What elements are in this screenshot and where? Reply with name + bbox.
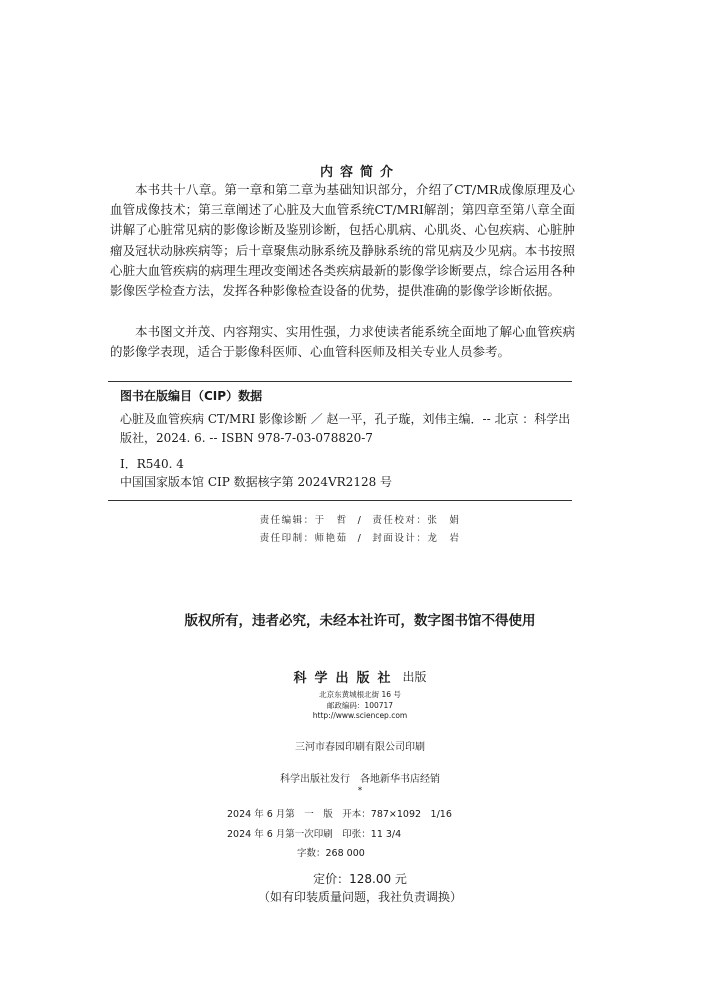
publisher-logo: 科学出版社 <box>293 671 399 686</box>
summary-paragraph-2: 本书图文并茂、内容翔实、实用性强，力求使读者能系统全面地了解心血管疾病的影像学表现，适合于影像科医师、心血管科医师及相关专业人员参考。 <box>110 324 575 360</box>
summary-title: 内容简介 <box>319 165 400 180</box>
cip-bottom-rule <box>108 500 572 501</box>
publisher-suffix: 出版 <box>402 670 427 684</box>
responsible-printing: 责任印制：师艳茹 <box>259 533 348 544</box>
editors-line-2: 责任印制：师艳茹 / 封面设计：龙 岩 <box>259 533 461 544</box>
price: 定价：128.00 元 <box>313 872 407 886</box>
printer: 三河市春园印刷有限公司印刷 <box>295 742 425 753</box>
cip-record-number: 中国国家版本馆 CIP 数据核字第 2024VR2128 号 <box>120 475 393 489</box>
cip-bibliographic-line: 心脏及血管疾病 CT/MRI 影像诊断 ／ 赵一平，孔子璇，刘伟主编．-- 北京 ：科学出版社，2024. 6. -- ISBN 978-7-03-078820-7 <box>120 412 571 445</box>
publisher-url: http://www.sciencep.com <box>312 711 408 720</box>
distribution: 科学出版社发行 各地新华书店经销 <box>280 774 440 785</box>
editors-line-1: 责任编辑：于 哲 / 责任校对：张 娟 <box>259 515 461 526</box>
publisher-postcode: 邮政编码：100717 <box>326 701 394 710</box>
separator-mark: * <box>357 786 363 796</box>
copyright-notice: 版权所有，违者必究，未经本社许可，数字图书馆不得使用 <box>184 613 536 629</box>
responsible-editor: 责任编辑：于 哲 <box>259 515 348 526</box>
cip-classification: Ⅰ．R540. 4 <box>120 457 184 471</box>
publisher-line <box>0 666 720 686</box>
word-count: 字数：268 000 <box>297 848 365 859</box>
cip-top-rule <box>108 381 572 382</box>
cover-designer: 封面设计：龙 岩 <box>372 533 461 544</box>
quality-note: （如有印装质量问题，我社负责调换） <box>257 890 462 904</box>
summary-paragraph-1: 本书共十八章。第一章和第二章为基础知识部分，介绍了CT/MR成像原理及心血管成像技术；第三章阐述了心脏及大血管系统CT/MRI解剖；第四章至第八章全面讲解了心脏常见病的影像诊断及鉴别诊断，包括心肌病、心肌炎、心包疾病、心脏肿瘤及冠状动脉疾病等；后十章聚焦动脉系统及静脉系统的常见病及少见病。本书按照心脏大血管疾病的病理生理改变阐述各类疾病最新的影像学诊断要点，综合运用各种影像医学检查方法，发挥各种影像检查设备的优势，提供准确的影像学诊断依据。 <box>110 182 575 299</box>
cip-heading: 图书在版编目（CIP）数据 <box>120 389 263 403</box>
edition-line-2: 2024 年 6 月第一次印刷 印张：11 3/4 <box>227 829 402 840</box>
responsible-proofreader: 责任校对：张 娟 <box>372 515 461 526</box>
edition-line-1: 2024 年 6 月第 一 版 开本：787×1092 1/16 <box>227 809 452 820</box>
publisher-address: 北京东黄城根北街 16 号 <box>319 690 401 699</box>
